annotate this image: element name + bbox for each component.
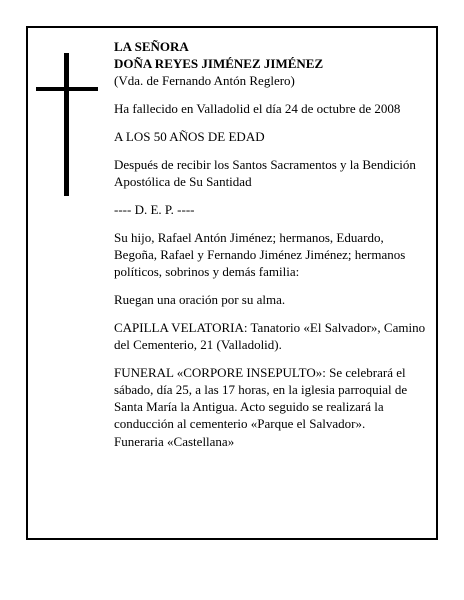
deceased-name: DOÑA REYES JIMÉNEZ JIMÉNEZ [114,56,324,71]
sacraments-paragraph: Después de recibir los Santos Sacramentos y la Bendición Apostólica de Su Santidad [114,157,416,189]
prayer-line: Ruegan una oración por su alma. [114,292,286,307]
funeraria-line: Funeraria «Castellana» [114,434,235,449]
widow-line: (Vda. de Fernando Antón Reglero) [114,73,295,88]
funeral-paragraph: FUNERAL «CORPORE INSEPULTO»: Se celebrará el sábado, día 25, a las 17 horas, en la iglesia parroquial de Santa María la Antigua. Acto seguido se realizará la conducción al cementerio «Parque el Salvador». [114,365,408,431]
death-announcement: Ha fallecido en Valladolid el día 24 de octubre de 2008 [114,101,401,116]
age-line: A LOS 50 AÑOS DE EDAD [114,129,265,144]
heading-line-1: LA SEÑORA [114,39,189,54]
chapel-paragraph: CAPILLA VELATORIA: Tanatorio «El Salvador», Camino del Cementerio, 21 (Valladolid). [114,320,426,352]
rip-line: ---- D. E. P. ---- [114,202,195,217]
family-paragraph: Su hijo, Rafael Antón Jiménez; hermanos, Eduardo, Begoña, Rafael y Fernando Jiménez Jiménez; hermanos políticos, sobrinos y demás familia: [114,230,406,279]
obituary-text [114,38,428,450]
cross-icon-bar [36,87,98,91]
cross-icon [64,53,69,196]
